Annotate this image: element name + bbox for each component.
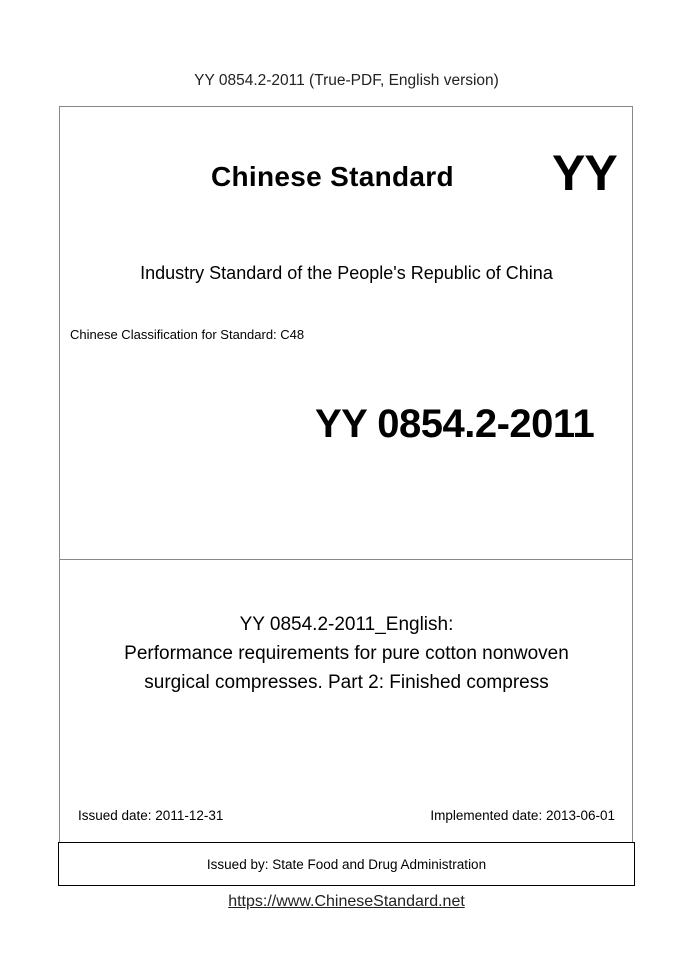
document-title-line-1: YY 0854.2-2011_English: — [239, 614, 454, 635]
standard-mark: YY — [552, 145, 617, 201]
issuer-text: Issued by: State Food and Drug Administration — [206, 856, 487, 872]
page-header: YY 0854.2-2011 (True-PDF, English version) — [194, 72, 499, 89]
issuer-box — [58, 842, 635, 886]
cover-heading: Chinese Standard — [211, 161, 454, 192]
industry-line: Industry Standard of the People's Republic of China — [140, 263, 553, 283]
issued-date: Issued date: 2011-12-31 — [78, 808, 224, 823]
document-title-line-2: Performance requirements for pure cotton nonwoven — [124, 643, 569, 664]
implemented-date: Implemented date: 2013-06-01 — [430, 808, 615, 823]
cover-bottom-frame — [59, 560, 633, 843]
document-title — [0, 610, 693, 697]
document-title-line-3: surgical compresses. Part 2: Finished compress — [144, 672, 549, 693]
standard-number: YY 0854.2-2011 — [315, 402, 595, 446]
footer-link[interactable]: https://www.ChineseStandard.net — [228, 893, 465, 910]
classification-line: Chinese Classification for Standard: C48 — [70, 327, 305, 342]
